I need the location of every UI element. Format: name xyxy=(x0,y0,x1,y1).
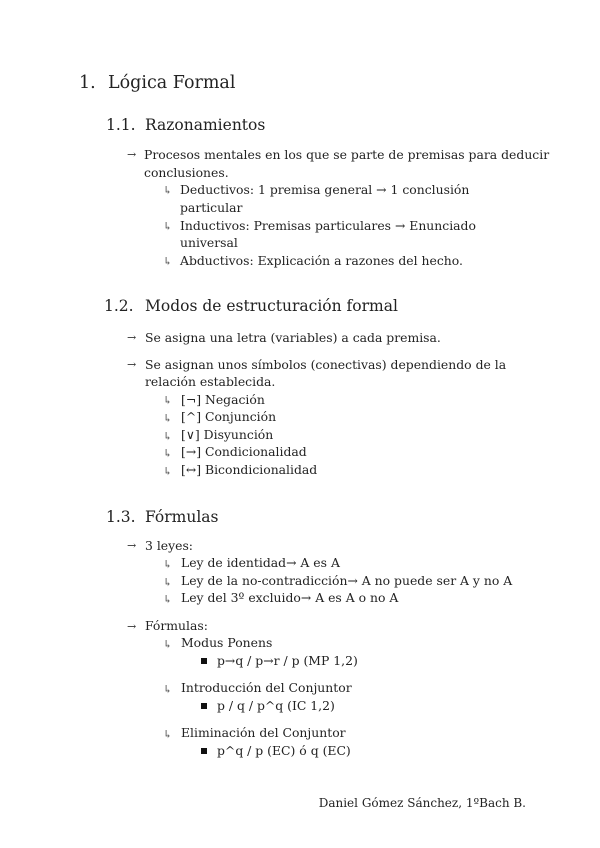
sub-item: Abductivos: Explicación a razones del hecho. xyxy=(180,253,463,268)
square-bullet-icon xyxy=(201,703,207,709)
bullet-text: Se asignan unos símbolos (conectivas) dependiendo de la xyxy=(145,357,507,372)
hook-arrow-icon: ↳ xyxy=(163,184,173,197)
bullet-text: Se asigna una letra (variables) a cada premisa. xyxy=(145,330,441,345)
sub-item-cont: universal xyxy=(180,235,238,250)
connective-item: [∨] Disyunción xyxy=(181,427,274,442)
section-heading: Modos de estructuración formal xyxy=(145,297,398,315)
sub-item: Deductivos: 1 premisa general → 1 conclusión xyxy=(180,182,470,197)
hook-arrow-icon: ↳ xyxy=(163,394,173,407)
hook-arrow-icon: ↳ xyxy=(163,220,173,233)
law-item: Ley del 3º excluido→ A es A o no A xyxy=(181,590,399,605)
section-number: 1.3. xyxy=(106,508,136,526)
section-heading: Razonamientos xyxy=(145,116,266,134)
formula-name: Eliminación del Conjuntor xyxy=(181,725,346,740)
section-number: 1.2. xyxy=(104,297,134,315)
arrow-icon: → xyxy=(127,331,137,344)
formula-expr: p^q / p (EC) ó q (EC) xyxy=(217,743,351,758)
formula-expr: p / q / p^q (IC 1,2) xyxy=(217,698,335,713)
hook-arrow-icon: ↳ xyxy=(163,683,173,696)
section-heading: Fórmulas xyxy=(145,508,219,526)
square-bullet-icon xyxy=(201,658,207,664)
law-item: Ley de la no-contradicción→ A no puede ser A y no A xyxy=(181,573,513,588)
arrow-icon: → xyxy=(127,358,137,371)
section-number: 1.1. xyxy=(106,116,136,134)
hook-arrow-icon: ↳ xyxy=(163,576,173,589)
page-title: Lógica Formal xyxy=(108,73,236,93)
hook-arrow-icon: ↳ xyxy=(163,593,173,606)
law-item: Ley de identidad→ A es A xyxy=(181,555,340,570)
bullet-text-cont: conclusiones. xyxy=(144,165,229,180)
page-footer: Daniel Gómez Sánchez, 1ºBach B. xyxy=(318,796,526,810)
hook-arrow-icon: ↳ xyxy=(163,465,173,478)
arrow-icon: → xyxy=(127,148,137,161)
hook-arrow-icon: ↳ xyxy=(163,447,173,460)
bullet-text: Fórmulas: xyxy=(145,618,208,633)
connective-item: [↔] Bicondicionalidad xyxy=(181,462,318,477)
formula-name: Introducción del Conjuntor xyxy=(181,680,352,695)
formula-expr: p→q / p→r / p (MP 1,2) xyxy=(217,653,358,668)
arrow-icon: → xyxy=(127,539,137,552)
connective-item: [¬] Negación xyxy=(181,392,265,407)
hook-arrow-icon: ↳ xyxy=(163,412,173,425)
hook-arrow-icon: ↳ xyxy=(163,255,173,268)
bullet-text-cont: relación establecida. xyxy=(145,374,276,389)
hook-arrow-icon: ↳ xyxy=(163,728,173,741)
connective-item: [→] Condicionalidad xyxy=(181,444,307,459)
bullet-text: 3 leyes: xyxy=(145,538,193,553)
connective-item: [^] Conjunción xyxy=(181,409,277,424)
hook-arrow-icon: ↳ xyxy=(163,558,173,571)
square-bullet-icon xyxy=(201,748,207,754)
hook-arrow-icon: ↳ xyxy=(163,430,173,443)
title-number: 1. xyxy=(79,73,96,93)
hook-arrow-icon: ↳ xyxy=(163,638,173,651)
sub-item: Inductivos: Premisas particulares → Enunciado xyxy=(180,218,476,233)
sub-item-cont: particular xyxy=(180,200,243,215)
bullet-text: Procesos mentales en los que se parte de premisas para deducir xyxy=(144,147,550,162)
arrow-icon: → xyxy=(127,620,137,633)
formula-name: Modus Ponens xyxy=(181,635,273,650)
